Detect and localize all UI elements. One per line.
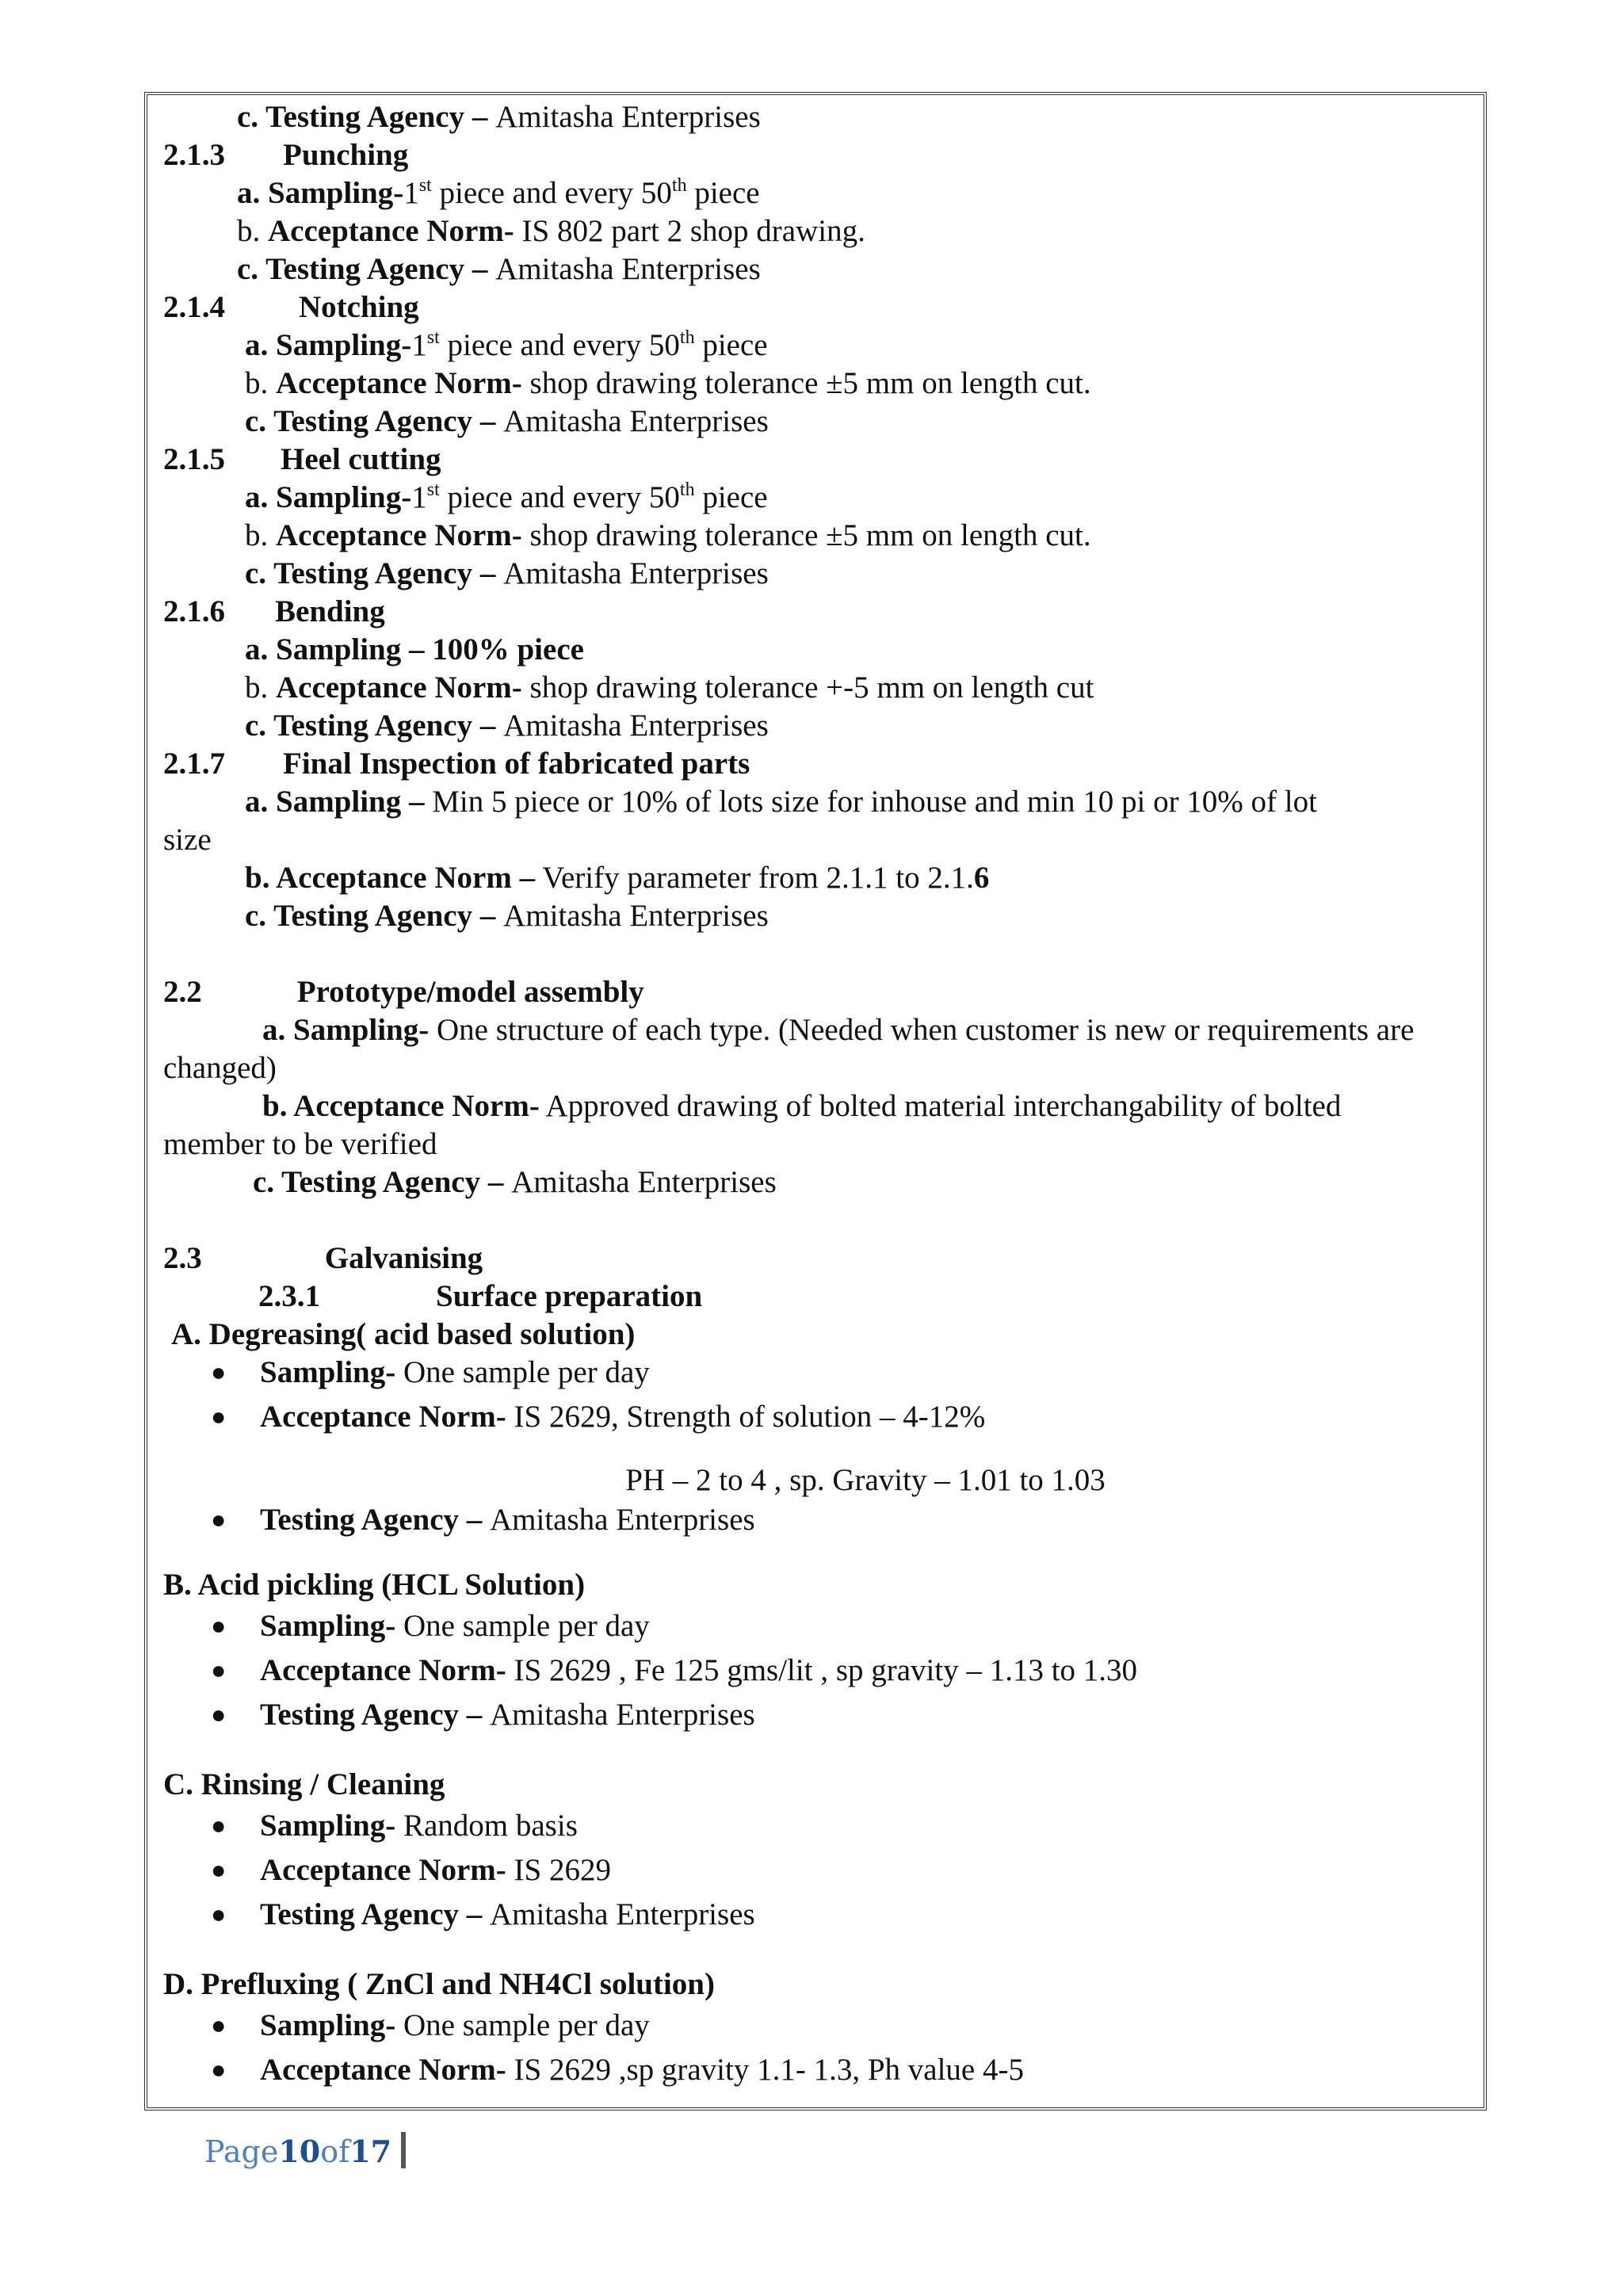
bullet-icon: ●: [211, 2055, 227, 2084]
text-line: [163, 1278, 1472, 1315]
footer-of-word: of: [320, 2134, 350, 2169]
value-text: IS 2629 ,sp gravity 1.1- 1.3, Ph value 4-5: [506, 2053, 1024, 2087]
value-text: Amitasha Enterprises: [490, 1503, 755, 1537]
value-text: 1: [411, 328, 427, 362]
label-sampling: a. Sampling-: [237, 176, 404, 210]
bullet-icon: ●: [211, 1611, 227, 1640]
label-text: Sampling-: [260, 1355, 396, 1389]
label-text: Acceptance Norm-: [260, 1400, 506, 1434]
label-acceptance-norm: Acceptance Norm-: [276, 366, 522, 400]
text-line: [163, 479, 1472, 516]
label-testing-agency: c. Testing Agency: [237, 252, 465, 286]
label-sampling: a. Sampling-: [245, 480, 412, 514]
value-text: Approved drawing of bolted material interchangability of bolted: [539, 1089, 1342, 1123]
value-text: Amitasha Enterprises: [503, 404, 769, 438]
value-text: Verify parameter from 2.1.1 to 2.1.: [535, 861, 974, 895]
text-line: [163, 1398, 1472, 1435]
bullet-icon: ●: [211, 1656, 227, 1684]
label-text: a. Sampling-: [262, 1013, 430, 1047]
footer-page-number: 10: [278, 2134, 321, 2169]
value-text: Amitasha Enterprises: [503, 709, 769, 743]
section-number: 2.1.6: [163, 594, 225, 628]
text-line: [163, 1652, 1472, 1689]
value-text: Amitasha Enterprises: [490, 1698, 755, 1732]
subsection-number: 2.3.1: [258, 1279, 320, 1313]
footer-total-pages: 17: [349, 2134, 392, 2169]
footer-page-word: Page: [204, 2134, 279, 2169]
text-line: [163, 1807, 1472, 1844]
bullet-icon: ●: [211, 1855, 227, 1884]
superscript: st: [418, 175, 432, 196]
section-heading: Bending: [275, 594, 385, 628]
bullet-icon: ●: [211, 1900, 227, 1928]
text-line: [163, 897, 1472, 934]
text-line: [163, 517, 1472, 554]
dash: –: [480, 1165, 512, 1199]
text-line: [163, 1607, 1472, 1645]
value-text: piece: [694, 480, 768, 514]
dash: –: [464, 100, 496, 134]
text-line: [163, 1766, 1472, 1803]
dash: –: [472, 404, 504, 438]
text-line: [163, 1851, 1472, 1889]
value-text: One sample per day: [395, 1355, 650, 1389]
superscript: st: [426, 479, 440, 500]
text-line: [163, 2051, 1472, 2088]
heading-text: a. Sampling – 100% piece: [245, 632, 584, 667]
text-line: [163, 707, 1472, 744]
section-number: 2.1.5: [163, 442, 225, 476]
label-text: a. Sampling –: [245, 785, 425, 819]
dash: –: [464, 252, 496, 286]
section-number: 2.2: [163, 975, 202, 1009]
text-line: [163, 2007, 1472, 2044]
text-line: [163, 403, 1472, 440]
text-line: [163, 1354, 1472, 1391]
item-letter: b.: [237, 214, 268, 248]
label-sampling: a. Sampling-: [245, 328, 412, 362]
section-heading: Galvanising: [324, 1241, 483, 1275]
value-text: Amitasha Enterprises: [503, 899, 769, 933]
value-text: piece and every 50: [431, 176, 672, 210]
text-line: [163, 1461, 1472, 1499]
label-text: b. Acceptance Norm-: [262, 1089, 540, 1123]
value-text: Amitasha Enterprises: [503, 556, 769, 590]
section-number: 2.1.3: [163, 138, 225, 172]
text-line: [163, 1896, 1472, 1933]
text-line: [163, 1696, 1472, 1733]
text-line: [163, 973, 1472, 1010]
text-line: [163, 98, 1472, 136]
text-line: [163, 136, 1472, 174]
continuation-line: changed): [163, 1051, 277, 1085]
text-line: [163, 745, 1472, 782]
text-line: [163, 783, 1472, 820]
text-line: [163, 1566, 1472, 1603]
text-line: [163, 1966, 1472, 2003]
label-testing-agency: c. Testing Agency: [245, 899, 473, 933]
label-testing-agency: c. Testing Agency: [253, 1165, 481, 1199]
value-text: shop drawing tolerance ±5 mm on length cut.: [521, 518, 1091, 552]
dash: –: [459, 1503, 491, 1537]
value-text: shop drawing tolerance +-5 mm on length cut: [521, 670, 1094, 705]
value-text: One sample per day: [395, 2008, 650, 2042]
section-number: 2.1.4: [163, 290, 225, 324]
heading-text: B. Acid pickling (HCL Solution): [163, 1568, 586, 1602]
text-line: [163, 1087, 1472, 1125]
item-letter: b.: [245, 670, 276, 705]
value-text: 1: [411, 480, 427, 514]
label-text: Testing Agency: [260, 1698, 460, 1732]
text-line: [163, 174, 1472, 212]
continuation-line: member to be verified: [163, 1127, 437, 1161]
section-heading: Prototype/model assembly: [296, 975, 644, 1009]
label-testing-agency: c. Testing Agency: [245, 404, 473, 438]
text-line: [163, 327, 1472, 364]
value-text: IS 802 part 2 shop drawing.: [514, 214, 865, 248]
item-letter: b.: [245, 366, 276, 400]
bullet-icon: ●: [211, 1811, 227, 1839]
bullet-icon: ●: [211, 2011, 227, 2039]
value-text: 1: [403, 176, 419, 210]
label-acceptance-norm: Acceptance Norm-: [276, 518, 522, 552]
label-text: Acceptance Norm-: [260, 2053, 506, 2087]
text-line: [163, 859, 1472, 896]
value-text: Amitasha Enterprises: [490, 1897, 755, 1931]
bullet-icon: ●: [211, 1358, 227, 1386]
value-text: IS 2629, Strength of solution – 4-12%: [506, 1400, 986, 1434]
value-text: piece and every 50: [439, 480, 680, 514]
heading-text: C. Rinsing / Cleaning: [163, 1767, 445, 1801]
label-acceptance-norm: Acceptance Norm-: [276, 670, 522, 705]
label-text: Testing Agency: [260, 1503, 460, 1537]
value-text: Random basis: [395, 1809, 578, 1843]
text-line: [163, 250, 1472, 288]
text-line: [163, 1316, 1472, 1353]
label-text: Acceptance Norm-: [260, 1853, 506, 1887]
label-testing-agency: c. Testing Agency: [237, 100, 465, 134]
value-text: Amitasha Enterprises: [511, 1165, 777, 1199]
value-text: Min 5 piece or 10% of lots size for inhouse and min 10 pi or 10% of lot: [424, 785, 1317, 819]
value-text: shop drawing tolerance ±5 mm on length cut.: [521, 366, 1091, 400]
text-line: [163, 212, 1472, 250]
item-letter: b.: [245, 518, 276, 552]
text-line: [163, 593, 1472, 630]
bullet-icon: ●: [211, 1505, 227, 1534]
continuation-line: size: [163, 823, 212, 857]
label-testing-agency: c. Testing Agency: [245, 556, 473, 590]
label-text: Sampling-: [260, 2008, 396, 2042]
page-content-frame: [144, 92, 1487, 2111]
value-text: One structure of each type. (Needed when customer is new or requirements are: [429, 1013, 1415, 1047]
label-text: Sampling-: [260, 1609, 396, 1643]
footer-separator-bar: [401, 2132, 406, 2168]
value-text: piece: [686, 176, 760, 210]
text-line: [163, 441, 1472, 478]
text-line: [163, 288, 1472, 326]
value-text: IS 2629: [506, 1853, 611, 1887]
text-line: [163, 1501, 1472, 1538]
section-heading: Heel cutting: [281, 442, 441, 476]
section-heading: Final Inspection of fabricated parts: [283, 747, 750, 781]
value-emphasis: 6: [973, 861, 990, 895]
text-line: [163, 365, 1472, 402]
page-footer: [204, 2132, 406, 2169]
section-heading: Notching: [299, 290, 419, 324]
value-text: piece: [694, 328, 768, 362]
superscript: st: [426, 327, 440, 348]
value-text: piece and every 50: [439, 328, 680, 362]
superscript: th: [679, 327, 695, 348]
label-acceptance-norm: Acceptance Norm-: [268, 214, 514, 248]
dash: –: [459, 1897, 491, 1931]
text-line: [163, 555, 1472, 592]
value-text: Amitasha Enterprises: [495, 100, 761, 134]
value-text: PH – 2 to 4 , sp. Gravity – 1.01 to 1.03: [625, 1463, 1106, 1497]
heading-text: A. Degreasing( acid based solution): [171, 1317, 636, 1351]
dash: –: [472, 709, 504, 743]
text-line: [163, 669, 1472, 706]
heading-text: D. Prefluxing ( ZnCl and NH4Cl solution): [163, 1967, 715, 2001]
bullet-icon: ●: [211, 1700, 227, 1729]
text-line: [163, 1011, 1472, 1049]
subsection-heading: Surface preparation: [436, 1279, 703, 1313]
dash: –: [459, 1698, 491, 1732]
label-text: Testing Agency: [260, 1897, 460, 1931]
text-line: [163, 631, 1472, 668]
superscript: th: [679, 479, 695, 500]
section-number: 2.1.7: [163, 747, 225, 781]
value-text: IS 2629 , Fe 125 gms/lit , sp gravity – 1.13 to 1.30: [506, 1653, 1138, 1687]
bullet-icon: ●: [211, 1402, 227, 1431]
text-line: [163, 1240, 1472, 1277]
section-number: 2.3: [163, 1241, 202, 1275]
section-heading: Punching: [283, 138, 409, 172]
superscript: th: [671, 175, 687, 196]
text-line: [163, 1163, 1472, 1201]
value-text: One sample per day: [395, 1609, 650, 1643]
dash: –: [472, 899, 504, 933]
label-text: b. Acceptance Norm –: [245, 861, 536, 895]
label-testing-agency: c. Testing Agency: [245, 709, 473, 743]
value-text: Amitasha Enterprises: [495, 252, 761, 286]
label-text: Sampling-: [260, 1809, 396, 1843]
dash: –: [472, 556, 504, 590]
label-text: Acceptance Norm-: [260, 1653, 506, 1687]
